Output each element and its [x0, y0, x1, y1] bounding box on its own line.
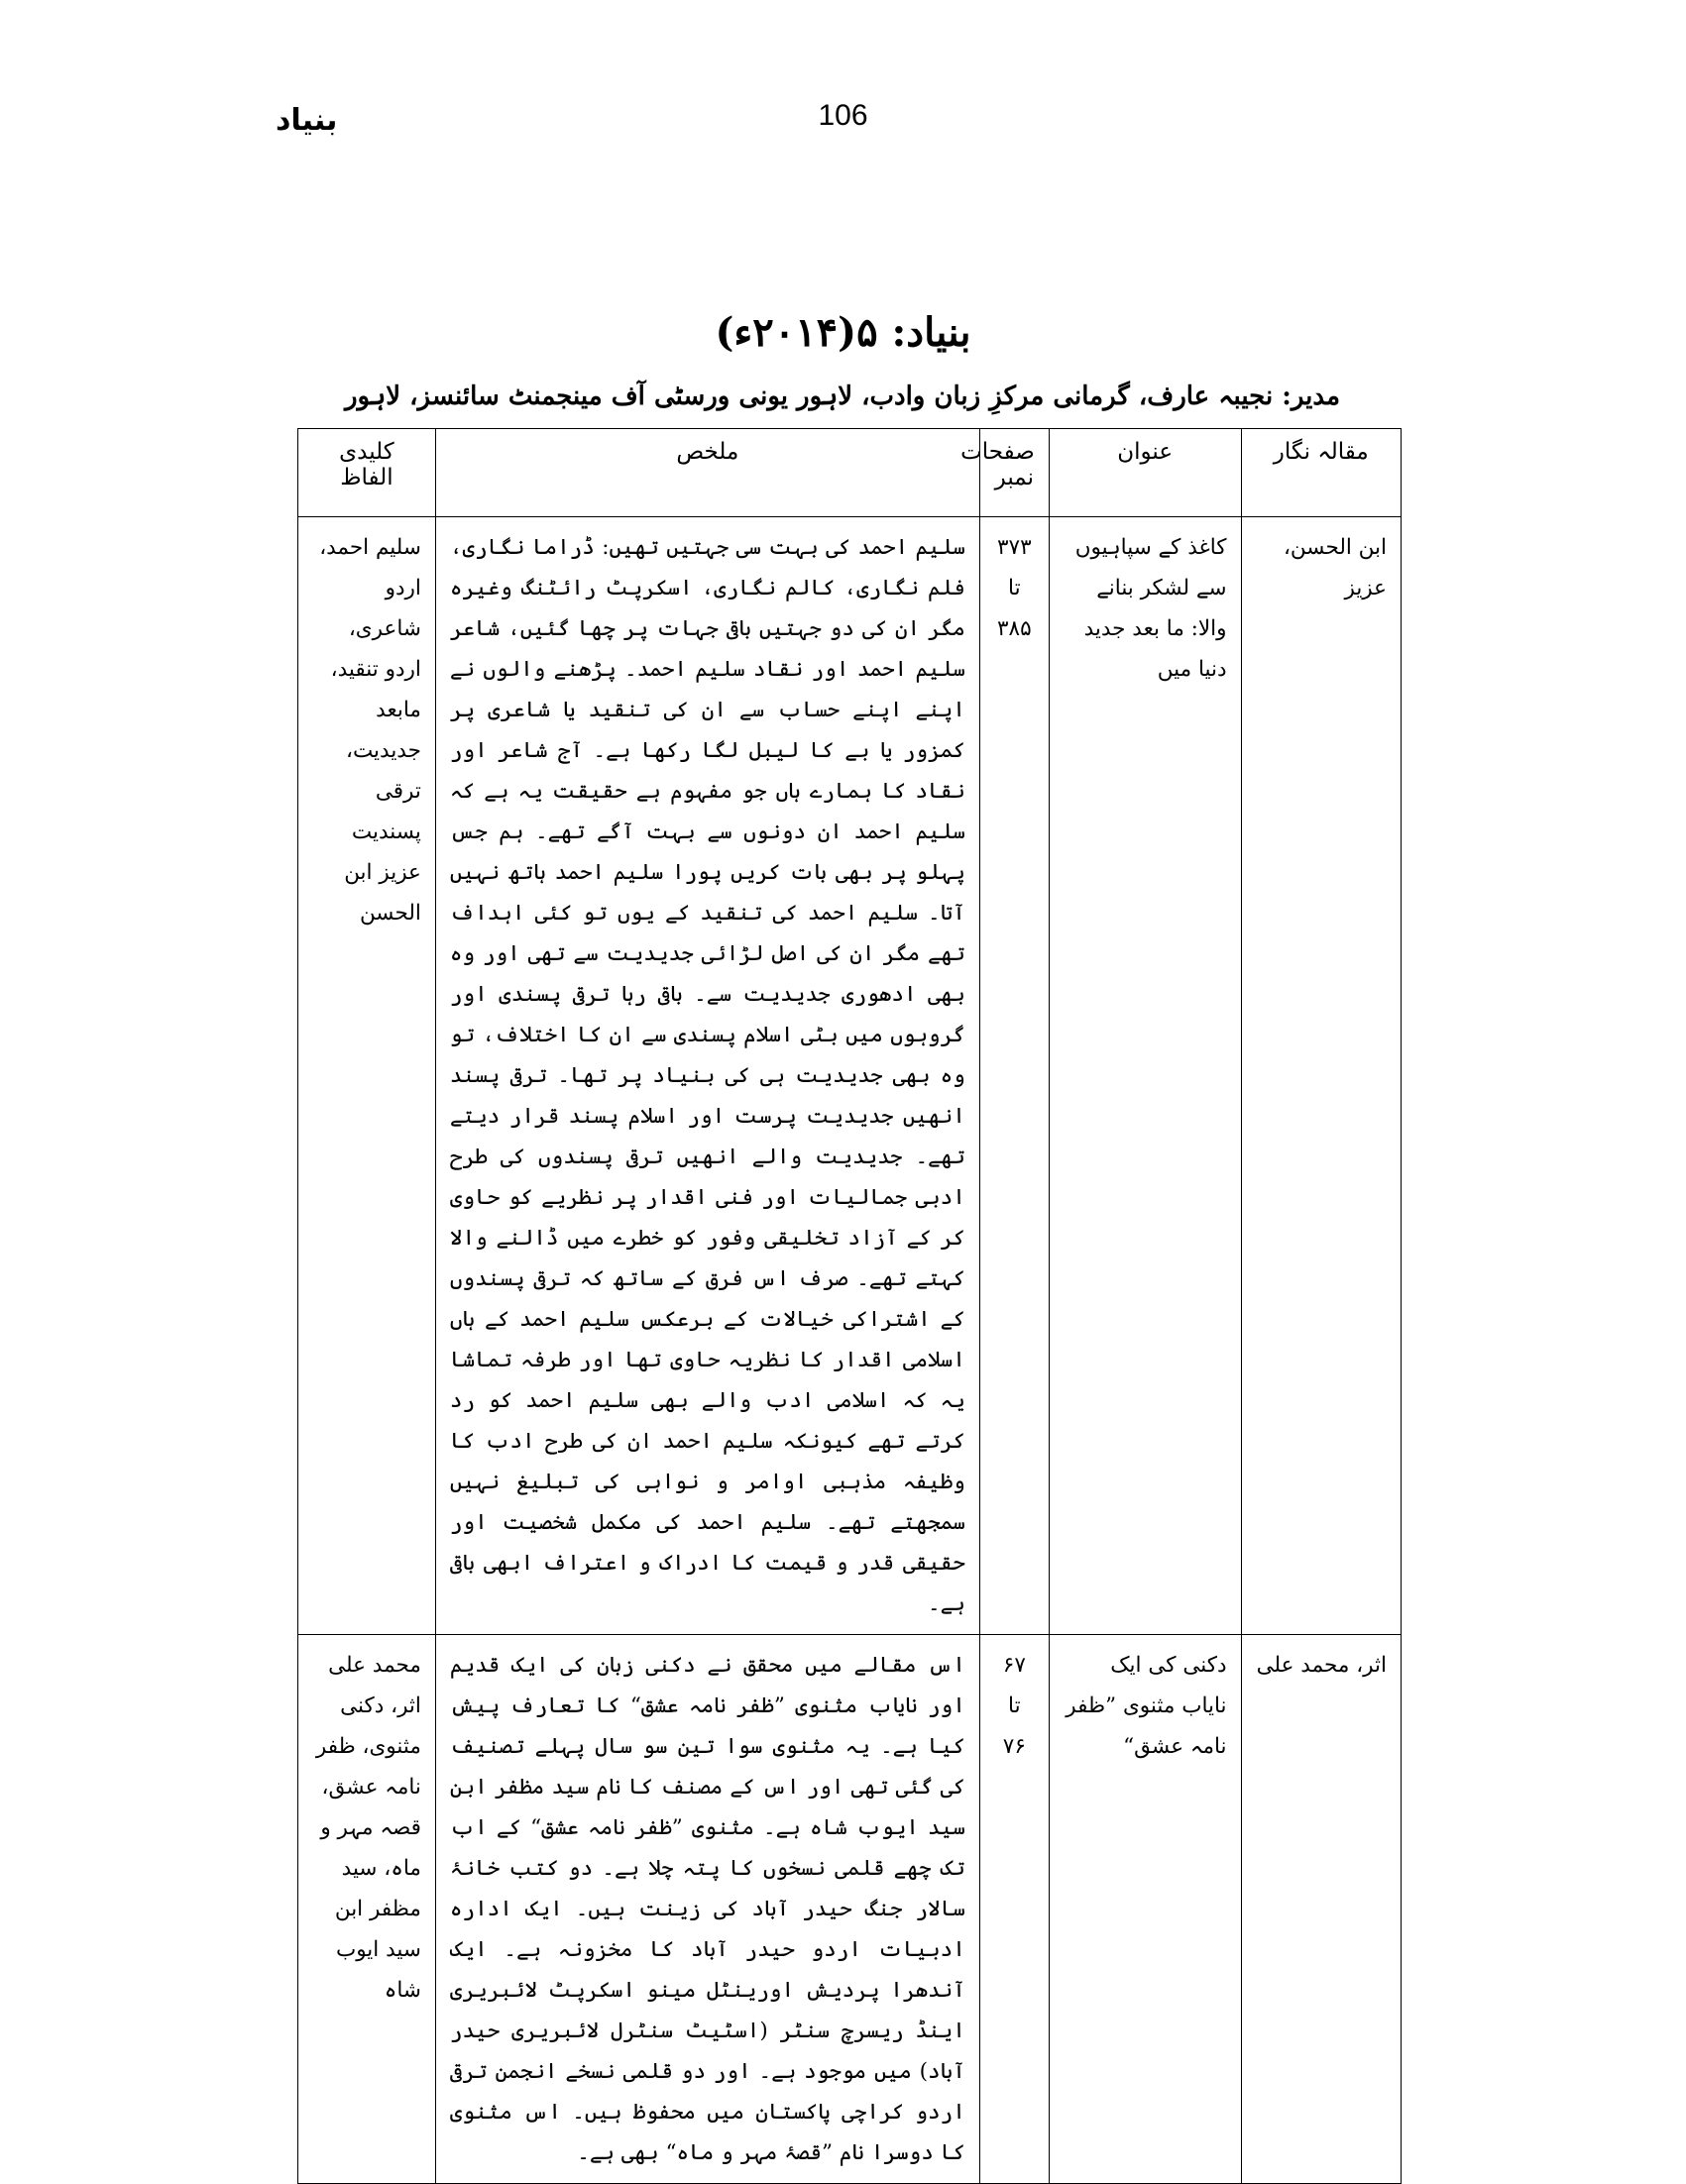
- row-author: ابن الحسن، عزیز: [1241, 517, 1401, 1635]
- row-abstract: اس مقالے میں محقق نے دکنی زبان کی ایک قدیم اور نایاب مثنوی ”ظفر نامہ عشق“ کا تعارف پیش کیا ہے۔ یہ مثنوی سوا تین سو سال پہلے تصنیف کی گئی تھی اور اس کے مصنف کا نام سید مظفر ابن سید ایوب شاہ ہے۔ مثنوی ”ظفر نامہ عشق“ کے اب تک چھے قلمی نسخوں کا پتہ چلا ہے۔ دو کتب خانۂ سالار جنگ حیدر آباد کی زینت ہیں۔ ایک ادارہ ادبیات اردو حیدر آباد کا مخزونہ ہے۔ ایک آندھرا پردیش اورینٹل مینو اسکرپٹ لائبریری اینڈ ریسرچ سنٹر (اسٹیٹ سنٹرل لائبریری حیدر آباد) میں موجود ہے۔ اور دو قلمی نسخے انجمن ترقی اردو کراچی پاکستان میں محفوظ ہیں۔ اس مثنوی کا دوسرا نام ”قصۂ مہر و ماہ“ بھی ہے۔: [435, 1635, 979, 2184]
- header-abstract: ملخص: [435, 429, 979, 517]
- table-row: [298, 517, 1402, 1635]
- editor-line: مدیر: نجیبہ عارف، گرمانی مرکزِ زبان وادب، لاہور یونی ورسٹی آف مینجمنٹ سائنسز، لاہور: [344, 382, 1340, 411]
- header-keywords: کلیدی الفاظ: [298, 429, 436, 517]
- page-number: 106: [818, 99, 868, 132]
- pages-separator: تا: [1008, 576, 1021, 601]
- table-row: [298, 1635, 1402, 2184]
- header-author: مقالہ نگار: [1241, 429, 1401, 517]
- row-title: کاغذ کے سپاہیوں سے لشکر بنانے والا: ما بعد جدید دنیا میں: [1049, 517, 1241, 1635]
- pages-from: ۳۷۳: [996, 535, 1032, 560]
- header-title: عنوان: [1049, 429, 1241, 517]
- header-pages: صفحات نمبر: [979, 429, 1049, 517]
- row-keywords: محمد علی اثر، دکنی مثنوی، ظفر نامہ عشق، قصہ مہر و ماہ، سید مظفر ابن سید ایوب شاہ: [298, 1635, 436, 2184]
- running-title: بنیاد: [276, 103, 338, 138]
- row-abstract: سلیم احمد کی بہت سی جہتیں تھیں: ڈراما نگاری، فلم نگاری، کالم نگاری، اسکرپٹ رائٹنگ وغیرہ مگر ان کی دو جہتیں باقی جہات پر چھا گئیں، شاعر سلیم احمد اور نقاد سلیم احمد۔ پڑھنے والوں نے اپنے اپنے حساب سے ان کی تنقید یا شاعری پر کمزور یا بے کا لیبل لگا رکھا ہے۔ آج شاعر اور نقاد کا ہمارے ہاں جو مفہوم ہے حقیقت یہ ہے کہ سلیم احمد ان دونوں سے بہت آگے تھے۔ ہم جس پہلو پر بھی بات کریں پورا سلیم احمد ہاتھ نہیں آتا۔ سلیم احمد کی تنقید کے یوں تو کئی اہداف تھے مگر ان کی اصل لڑائی جدیدیت سے تھی اور وہ بھی ادھوری جدیدیت سے۔ باقی رہا ترقی پسندی اور گروہوں میں بٹی اسلام پسندی سے ان کا اختلاف، تو وہ بھی جدیدیت ہی کی بنیاد پر تھا۔ ترقی پسند انھیں جدیدیت پرست اور اسلام پسند قرار دیتے تھے۔ جدیدیت والے انھیں ترقی پسندوں کی طرح ادبی جمالیات اور فنی اقدار پر نظریے کو حاوی کر کے آزاد تخلیقی وفور کو خطرے میں ڈالنے والا کہتے تھے۔ صرف اس فرق کے ساتھ کہ ترقی پسندوں کے اشتراکی خیالات کے برعکس سلیم احمد کے ہاں اسلامی اقدار کا نظریہ حاوی تھا اور طرفہ تماشا یہ کہ اسلامی ادب والے بھی سلیم احمد کو رد کرتے تھے کیونکہ سلیم احمد ان کی طرح ادب کا وظیفہ مذہبی اوامر و نواہی کی تبلیغ نہیں سمجھتے تھے۔ سلیم احمد کی مکمل شخصیت اور حقیقی قدر و قیمت کا ادراک و اعتراف ابھی باقی ہے۔: [435, 517, 979, 1635]
- article-index-table: [297, 428, 1402, 2184]
- pages-from: ۶۷: [1002, 1653, 1026, 1678]
- pages-separator: تا: [1008, 1693, 1021, 1718]
- row-keywords: سلیم احمد، اردو شاعری، اردو تنقید، مابعد جدیدیت، ترقی پسندیت عزیز ابن الحسن: [298, 517, 436, 1635]
- row-author: اثر، محمد علی: [1241, 1635, 1401, 2184]
- row-title: دکنی کی ایک نایاب مثنوی ”ظفر نامہ عشق“: [1049, 1635, 1241, 2184]
- pages-to: ۳۸۵: [996, 616, 1032, 641]
- row-pages: [979, 517, 1049, 1635]
- issue-heading: بنیاد: ۵(۲۰۱۴ء): [715, 309, 971, 356]
- row-pages: [979, 1635, 1049, 2184]
- pages-to: ۷۶: [1002, 1734, 1026, 1759]
- table-header-row: [298, 429, 1402, 517]
